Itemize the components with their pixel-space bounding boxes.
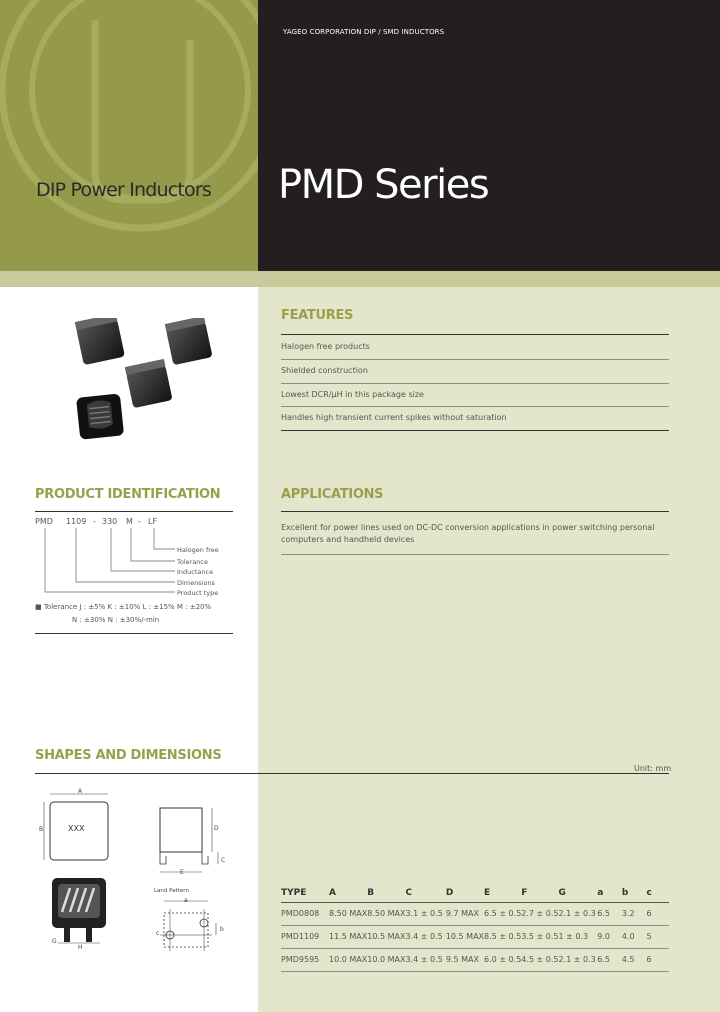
table-cell: 8.50 MAX	[367, 902, 405, 925]
unit-label: Unit: mm	[634, 764, 672, 773]
feature-item: Handles high transient current spikes without saturation	[281, 413, 507, 422]
table-cell: 6.5 ± 0.5	[484, 902, 521, 925]
feature-item: Halogen free products	[281, 342, 370, 351]
dim-label-b: B	[39, 826, 44, 833]
table-cell: 4.5	[622, 948, 647, 971]
table-cell: 3.4 ± 0.5	[405, 948, 445, 971]
product-identification-rule	[35, 511, 233, 512]
code-part-dimension: 1109	[66, 517, 87, 526]
applications-text: Excellent for power lines used on DC-DC conversion applications in power switching personal computers and handheld devices	[281, 523, 655, 544]
decorative-coil-graphic	[0, 0, 258, 271]
product-photo	[48, 318, 238, 467]
table-cell: 1 ± 0.3	[559, 925, 598, 948]
divider	[281, 406, 669, 407]
applications-heading: APPLICATIONS	[281, 487, 384, 502]
divider	[281, 554, 669, 555]
land-pattern-label: Land Pattern	[154, 888, 189, 894]
table-cell: 2.1 ± 0.3	[559, 902, 598, 925]
shapes-heading: SHAPES AND DIMENSIONS	[35, 748, 222, 763]
code-part-separator: -	[138, 517, 141, 526]
table-cell: 3.5 ± 0.5	[521, 925, 558, 948]
dimension-table	[281, 884, 669, 972]
column-header: D	[446, 884, 484, 902]
code-part-separator: -	[93, 517, 96, 526]
column-header: a	[597, 884, 622, 902]
divider	[281, 383, 669, 384]
table-cell: 8.5 ± 0.5	[484, 925, 521, 948]
applications-heading-rule	[281, 511, 669, 512]
column-header: C	[405, 884, 445, 902]
product-identification-heading: PRODUCT IDENTIFICATION	[35, 487, 221, 502]
table-cell: 4.5 ± 0.5	[521, 948, 558, 971]
table-cell: PMD0808	[281, 902, 329, 925]
header-left-panel	[0, 0, 258, 271]
label-halogen-free: Halogen free	[177, 546, 219, 554]
label-inductance: Inductance	[177, 568, 214, 576]
dim-label-d: D	[214, 825, 219, 832]
table-cell: 6	[646, 948, 669, 971]
table-row	[281, 948, 669, 971]
identification-leader-lines	[35, 528, 180, 598]
code-part-product: PMD	[35, 517, 53, 526]
tolerance-line-1: ■ Tolerance J : ±5% K : ±10% L : ±15% M : ±20%	[35, 603, 212, 611]
dim-label-c-land: c	[156, 930, 160, 937]
feature-item: Lowest DCR/µH in this package size	[281, 390, 424, 399]
table-row	[281, 902, 669, 925]
column-header: A	[329, 884, 367, 902]
dim-label-c: C	[221, 857, 226, 864]
table-cell: 2.7 ± 0.5	[521, 902, 558, 925]
shapes-heading-rule	[35, 773, 669, 774]
company-label: YAGEO CORPORATION DIP / SMD INDUCTORS	[283, 28, 445, 36]
land-pattern-drawing	[150, 895, 230, 955]
dim-label-e: E	[180, 869, 184, 876]
column-header: E	[484, 884, 521, 902]
product-type-title: DIP Power Inductors	[36, 179, 211, 201]
column-header: F	[521, 884, 558, 902]
table-header-row	[281, 884, 669, 902]
features-bottom-rule	[281, 430, 669, 431]
table-cell: PMD9595	[281, 948, 329, 971]
table-cell: 6.0 ± 0.5	[484, 948, 521, 971]
table-cell: 4.0	[622, 925, 647, 948]
label-tolerance: Tolerance	[177, 558, 208, 566]
table-cell: 8.50 MAX	[329, 902, 367, 925]
divider	[281, 359, 669, 360]
part-marking: XXX	[68, 824, 85, 833]
table-cell: 10.0 MAX	[367, 948, 405, 971]
table-row	[281, 925, 669, 948]
dim-label-a-land: a	[184, 897, 188, 904]
table-cell: 10.5 MAX	[446, 925, 484, 948]
tolerance-line-2: N : ±30% N : ±30%/-min	[72, 616, 160, 624]
dim-label-b-land: b	[220, 926, 224, 933]
table-cell: 9.0	[597, 925, 622, 948]
side-view-drawing	[150, 800, 230, 880]
header-strip	[0, 271, 720, 287]
code-part-halogen: LF	[148, 517, 158, 526]
dim-label-a: A	[78, 788, 83, 795]
column-header: c	[646, 884, 669, 902]
label-product-type: Product type	[177, 589, 219, 597]
header-right-panel	[258, 0, 720, 271]
table-cell: 2.1 ± 0.3	[559, 948, 598, 971]
column-header: G	[559, 884, 598, 902]
table-cell: 9.7 MAX	[446, 902, 484, 925]
table-cell: 9.5 MAX	[446, 948, 484, 971]
dim-label-h: H	[78, 944, 83, 951]
table-cell: 10.5 MAX	[367, 925, 405, 948]
table-cell: 6.5	[597, 902, 622, 925]
table-cell: 6	[646, 902, 669, 925]
feature-item: Shielded construction	[281, 366, 368, 375]
series-title: PMD Series	[278, 162, 489, 208]
table-cell: 10.0 MAX	[329, 948, 367, 971]
table-cell: 3.2	[622, 902, 647, 925]
table-cell: 3.4 ± 0.5	[405, 925, 445, 948]
table-cell: 11.5 MAX	[329, 925, 367, 948]
column-header: TYPE	[281, 884, 329, 902]
code-part-tolerance: M	[126, 517, 133, 526]
bottom-view-drawing	[48, 876, 110, 946]
code-part-inductance: 330	[102, 517, 118, 526]
dim-label-g: G	[52, 938, 57, 945]
label-dimensions: Dimensions	[177, 579, 215, 587]
column-header: b	[622, 884, 647, 902]
features-heading: FEATURES	[281, 308, 354, 323]
table-cell: PMD1109	[281, 925, 329, 948]
table-cell: 3.1 ± 0.5	[405, 902, 445, 925]
table-cell: 5	[646, 925, 669, 948]
features-heading-rule	[281, 334, 669, 335]
table-cell: 6.5	[597, 948, 622, 971]
product-identification-bottom-rule	[35, 633, 233, 634]
column-header: B	[367, 884, 405, 902]
